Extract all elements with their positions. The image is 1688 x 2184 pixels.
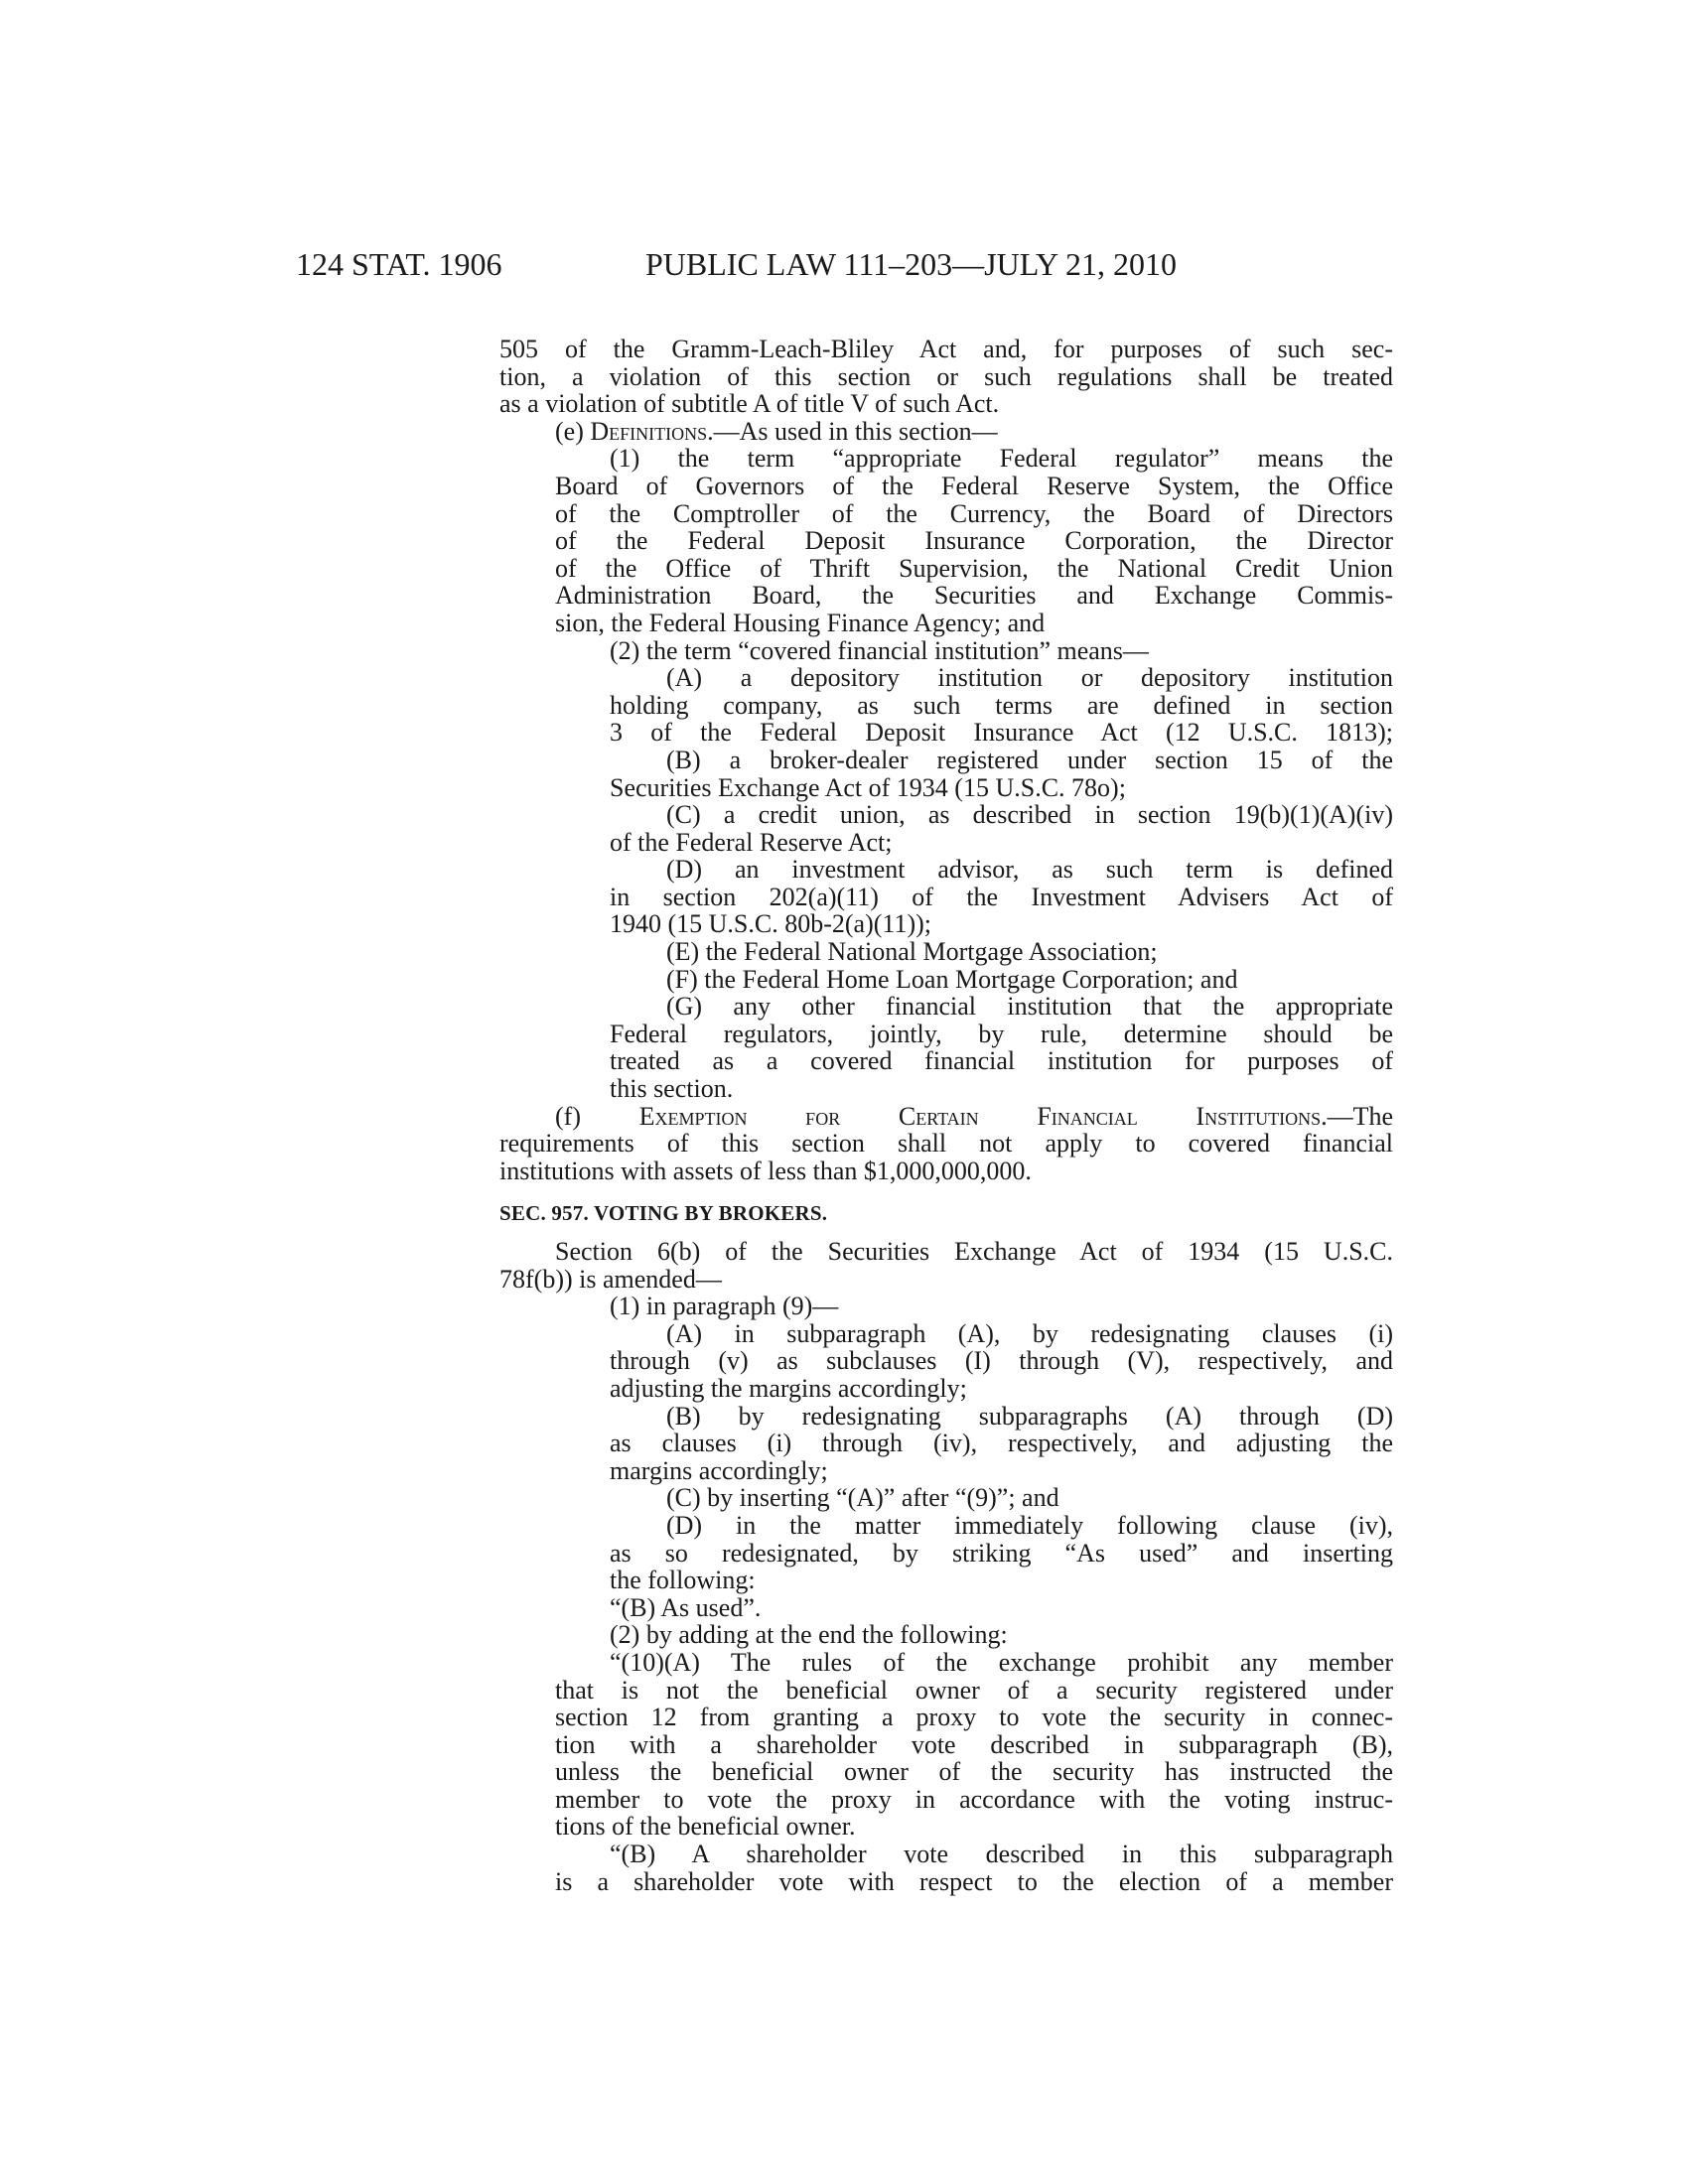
text-line: (C) a credit union, as described in section 19(b)(1)(A)(iv): [666, 800, 1393, 830]
text-line: tion, a violation of this section or such regulations shall be treated: [499, 361, 1393, 391]
text-line: unless the beneficial owner of the security has instructed the: [555, 1757, 1393, 1787]
text-line: (B) a broker-dealer registered under section 15 of the: [666, 745, 1393, 774]
text-line: the following:: [610, 1566, 756, 1595]
text-line: (A) in subparagraph (A), by redesignating clauses (i): [666, 1318, 1393, 1348]
text-line: Securities Exchange Act of 1934 (15 U.S.C. 78o);: [610, 772, 1126, 802]
section-heading: SEC. 957. VOTING BY BROKERS.: [499, 1201, 828, 1226]
page-header: [296, 246, 1388, 286]
text-line: 3 of the Federal Deposit Insurance Act (12 U.S.C. 1813);: [610, 718, 1393, 748]
text-line: is a shareholder vote with respect to the election of a member: [555, 1866, 1393, 1896]
text-line: member to vote the proxy in accordance with the voting instruc-: [555, 1784, 1393, 1814]
text-line: (f) Exemption for Certain Financial Institutions.—The: [555, 1101, 1393, 1131]
statute-citation: 124 STAT. 1906: [296, 246, 502, 282]
subsection-heading: Exemption for Certain Financial Institutions: [638, 1101, 1322, 1131]
text-line: 505 of the Gramm-Leach-Bliley Act and, for purposes of such sec-: [499, 335, 1393, 363]
text-line: section 12 from granting a proxy to vote the security in connec-: [555, 1703, 1393, 1732]
text-line: (B) by redesignating subparagraphs (A) through (D): [666, 1401, 1393, 1431]
text-line: (D) in the matter immediately following clause (iv),: [666, 1510, 1393, 1540]
text-line: Administration Board, the Securities and Exchange Commis-: [555, 581, 1393, 611]
text-line: (E) the Federal National Mortgage Association;: [666, 937, 1158, 967]
text-line: treated as a covered financial institution for purposes of: [610, 1046, 1393, 1076]
text-line: institutions with assets of less than $1,000,000,000.: [499, 1156, 1032, 1185]
text-line: of the Comptroller of the Currency, the Board of Directors: [555, 498, 1393, 528]
document-body: [499, 336, 1393, 1895]
text-line: requirements of this section shall not apply to covered financial: [499, 1129, 1393, 1159]
text-line: (A) a depository institution or depository institution: [666, 663, 1393, 693]
text-line: holding company, as such terms are defined in section: [610, 690, 1393, 720]
text-line: “(10)(A) The rules of the exchange prohibit any member: [610, 1647, 1393, 1677]
text-line: that is not the beneficial owner of a security registered under: [555, 1675, 1393, 1705]
text-line: 78f(b)) is amended—: [499, 1264, 722, 1294]
text-line: this section.: [610, 1074, 734, 1104]
text-line: Section 6(b) of the Securities Exchange Act of 1934 (15 U.S.C.: [555, 1237, 1393, 1266]
text-line: of the Federal Deposit Insurance Corporation, the Director: [555, 526, 1393, 556]
text-line: as clauses (i) through (iv), respectively, and adjusting the: [610, 1429, 1393, 1458]
text-line: sion, the Federal Housing Finance Agency; and: [555, 608, 1046, 637]
text-line: (1) in paragraph (9)—: [610, 1292, 839, 1321]
text-line: through (v) as subclauses (I) through (V), respectively, and: [610, 1346, 1393, 1376]
text-line: as a violation of subtitle A of title V of such Act.: [499, 389, 1000, 419]
text-line: tions of the beneficial owner.: [555, 1812, 856, 1842]
text-line: (C) by inserting “(A)” after “(9)”; and: [666, 1483, 1059, 1513]
public-law-title: PUBLIC LAW 111–203—JULY 21, 2010: [645, 246, 1177, 282]
text-line: (D) an investment advisor, as such term is defined: [666, 855, 1393, 885]
text-line: (G) any other financial institution that the appropriate: [666, 992, 1393, 1022]
text-line: margins accordingly;: [610, 1455, 828, 1485]
text-line: in section 202(a)(11) of the Investment Advisers Act of: [610, 882, 1393, 911]
text-line: adjusting the margins accordingly;: [610, 1373, 967, 1403]
text-line: (e) Definitions.—As used in this section—: [555, 416, 998, 446]
text-line: (F) the Federal Home Loan Mortgage Corporation; and: [666, 964, 1238, 994]
text-line: as so redesignated, by striking “As used” and inserting: [610, 1538, 1393, 1568]
text-line: (2) the term “covered financial institution” means—: [610, 635, 1149, 665]
text-line: (2) by adding at the end the following:: [610, 1620, 1008, 1650]
text-line: 1940 (15 U.S.C. 80b-2(a)(11));: [610, 909, 931, 939]
text-line: of the Office of Thrift Supervision, the National Credit Union: [555, 553, 1393, 583]
text-line: “(B) As used”.: [610, 1592, 762, 1622]
text-line: “(B) A shareholder vote described in this subparagraph: [610, 1840, 1393, 1869]
subsection-heading: Definitions: [590, 416, 708, 446]
text-line: tion with a shareholder vote described in subparagraph (B),: [555, 1729, 1393, 1759]
text-line: of the Federal Reserve Act;: [610, 827, 893, 857]
text-line: Board of Governors of the Federal Reserve System, the Office: [555, 471, 1393, 500]
text-line: (1) the term “appropriate Federal regulator” means the: [610, 444, 1393, 474]
text-line: Federal regulators, jointly, by rule, determine should be: [610, 1019, 1393, 1048]
